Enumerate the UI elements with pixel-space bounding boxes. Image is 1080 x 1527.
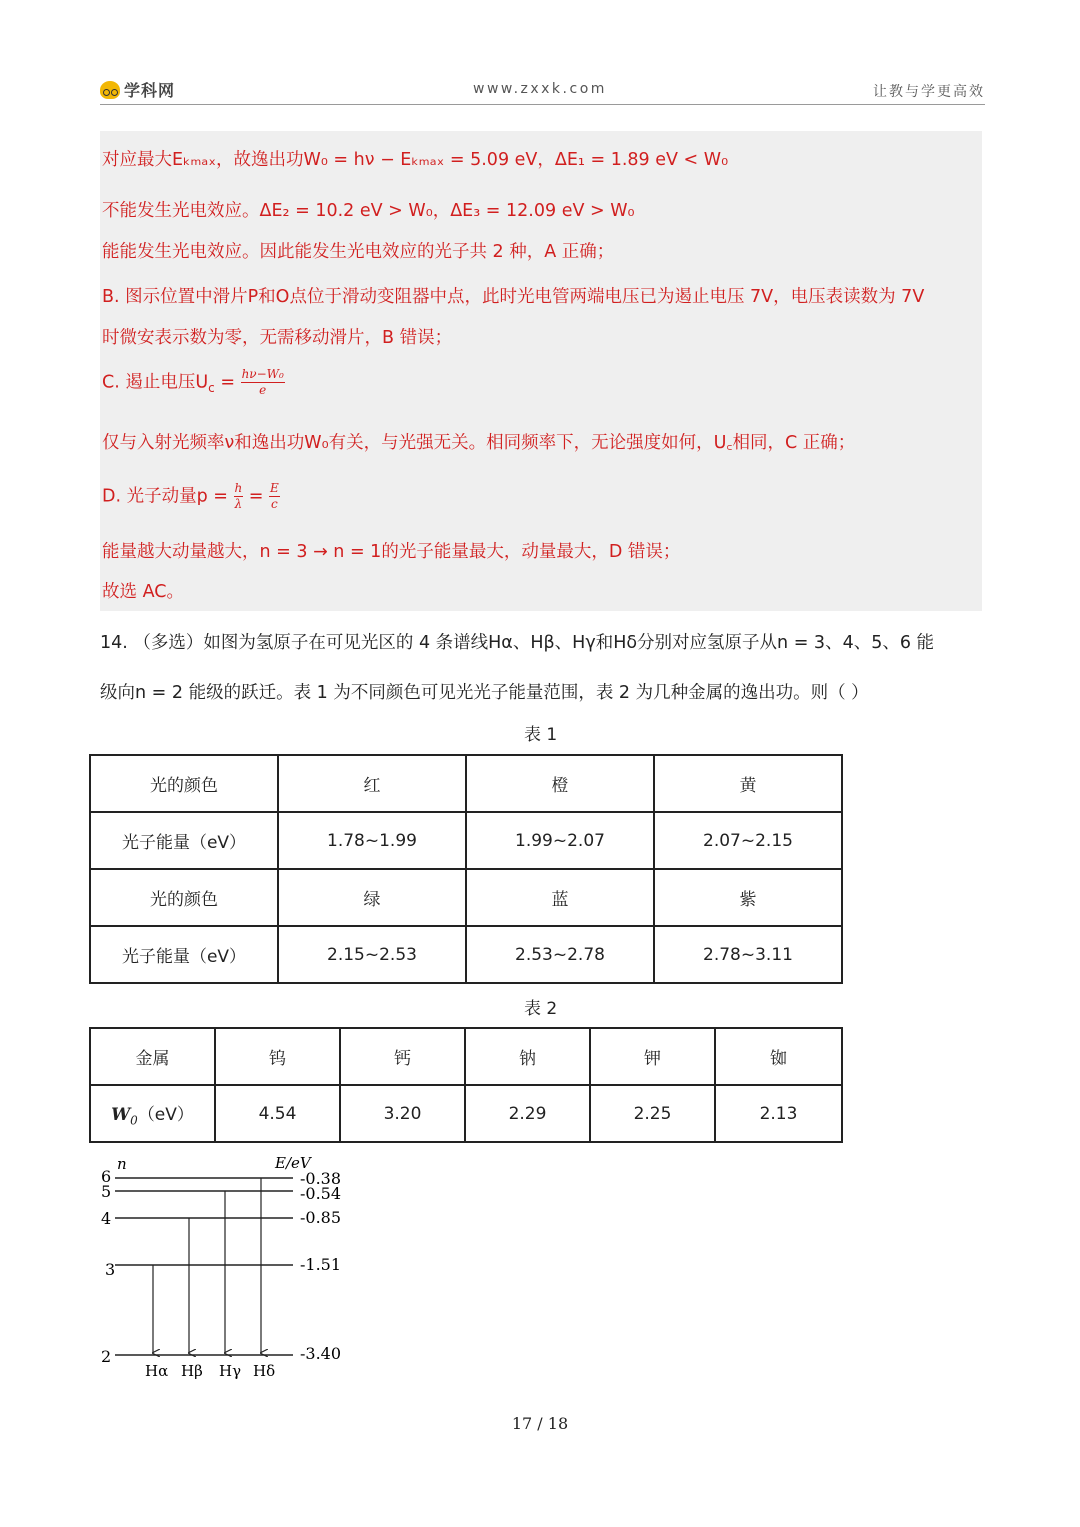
energy-level-diagram	[95, 1152, 355, 1392]
momentum-fraction-2	[269, 481, 280, 512]
table-row	[90, 1028, 842, 1085]
level-energy-label: -0.38	[300, 1169, 342, 1188]
spectral-line-label: Hα	[145, 1362, 169, 1380]
table-cell: 光子能量（eV）	[90, 926, 278, 983]
answer-line-1: 对应最大Eₖₘₐₓ，故逸出功W₀ = hν − Eₖₘₐₓ = 5.09 eV，ΔE₁ = 1.89 eV < W₀	[102, 150, 729, 170]
work-function-sub: 0	[130, 1113, 138, 1128]
table-row	[90, 755, 842, 812]
table-cell: 绿	[278, 869, 466, 926]
site-url: www.zxxk.com	[473, 81, 607, 97]
table-row	[90, 812, 842, 869]
table-cell: 2.29	[465, 1085, 590, 1142]
table-1-caption: 表 1	[524, 725, 558, 745]
level-energy-label: -0.85	[300, 1208, 342, 1227]
table-cell: 4.54	[215, 1085, 340, 1142]
option-c-sub: c	[208, 381, 215, 395]
answer-line-3: 能能发生光电效应。因此能发生光电效应的光子共 2 种，A 正确；	[102, 242, 615, 262]
option-d-prefix: D. 光子动量p =	[102, 486, 234, 507]
level-energy-label: -0.54	[300, 1184, 342, 1203]
level-n-label: 6	[101, 1167, 112, 1186]
table-cell: 2.13	[715, 1085, 842, 1142]
table-cell: 黄	[654, 755, 842, 812]
spectral-line-label: Hγ	[219, 1362, 242, 1380]
fraction-denominator: e	[259, 383, 267, 397]
option-d-mid: =	[243, 486, 270, 507]
table-cell: 橙	[466, 755, 654, 812]
spectral-line-label: Hδ	[253, 1362, 276, 1380]
table-cell: 钾	[590, 1028, 715, 1085]
page-number: 17 / 18	[511, 1414, 569, 1433]
level-n-label: 3	[105, 1260, 116, 1279]
table-cell: 2.78~3.11	[654, 926, 842, 983]
table-2-caption: 表 2	[524, 999, 558, 1019]
logo	[100, 78, 175, 101]
level-energy-label: -1.51	[300, 1255, 342, 1274]
option-c-eq: =	[214, 372, 241, 393]
table-cell: 红	[278, 755, 466, 812]
table-cell: 钙	[340, 1028, 465, 1085]
table-cell: 蓝	[466, 869, 654, 926]
table-row	[90, 1085, 842, 1142]
table-cell: 2.25	[590, 1085, 715, 1142]
work-function-symbol: W	[111, 1104, 131, 1125]
table-cell: 紫	[654, 869, 842, 926]
spectral-line-label: Hβ	[181, 1362, 203, 1380]
fraction-denominator: c	[271, 497, 278, 511]
answer-line-10: 故选 AC。	[102, 582, 184, 602]
answer-explanation	[100, 131, 982, 611]
answer-line-6	[102, 367, 285, 398]
table-cell: 钠	[465, 1028, 590, 1085]
table-1	[89, 754, 843, 984]
table-cell: 钨	[215, 1028, 340, 1085]
answer-line-5: 时微安表示数为零，无需移动滑片，B 错误；	[102, 328, 453, 348]
table-cell: 2.15~2.53	[278, 926, 466, 983]
owl-logo-icon	[100, 81, 120, 99]
answer-line-2: 不能发生光电效应。ΔE₂ = 10.2 eV > W₀，ΔE₃ = 12.09 eV > W₀	[102, 201, 635, 221]
fraction-numerator: h	[234, 481, 243, 495]
table-cell: 3.20	[340, 1085, 465, 1142]
page-header	[100, 72, 985, 105]
answer-line-4: B. 图示位置中滑片P和O点位于滑动变阻器中点，此时光电管两端电压已为遏止电压 7V，电压表读数为 7V	[102, 287, 925, 307]
level-n-label: 2	[101, 1347, 112, 1366]
fraction-numerator: E	[270, 481, 279, 495]
momentum-fraction-1	[234, 481, 244, 512]
table-cell: 1.99~2.07	[466, 812, 654, 869]
answer-line-9: 能量越大动量越大，n = 3 → n = 1的光子能量最大，动量最大，D 错误；	[102, 542, 681, 562]
n-axis-label: n	[117, 1155, 127, 1173]
table-cell: 2.07~2.15	[654, 812, 842, 869]
table-cell	[90, 1085, 215, 1142]
table-cell: 光子能量（eV）	[90, 812, 278, 869]
level-energy-label: -3.40	[300, 1344, 342, 1363]
logo-text: 学科网	[124, 81, 176, 100]
option-c-prefix: C. 遏止电压U	[102, 372, 209, 393]
level-n-label: 4	[101, 1209, 112, 1228]
stopping-voltage-fraction	[241, 367, 285, 398]
table-row	[90, 926, 842, 983]
table-2	[89, 1027, 843, 1143]
table-row	[90, 869, 842, 926]
answer-line-8	[102, 481, 280, 512]
table-cell: 光的颜色	[90, 869, 278, 926]
question-14-line-1: 14. （多选）如图为氢原子在可见光区的 4 条谱线Hα、Hβ、Hγ和Hδ分别对应氢原子从n = 3、4、5、6 能	[100, 633, 935, 653]
level-n-label: 5	[101, 1182, 112, 1201]
energy-axis-label: E/eV	[275, 1154, 311, 1172]
work-function-unit: （eV）	[137, 1104, 194, 1125]
table-cell: 金属	[90, 1028, 215, 1085]
table-cell: 铷	[715, 1028, 842, 1085]
table-cell: 光的颜色	[90, 755, 278, 812]
table-cell: 1.78~1.99	[278, 812, 466, 869]
fraction-denominator: λ	[234, 497, 243, 511]
table-cell: 2.53~2.78	[466, 926, 654, 983]
question-14-line-2: 级向n = 2 能级的跃迁。表 1 为不同颜色可见光光子能量范围，表 2 为几种金属的逸出功。则（ ）	[100, 683, 869, 703]
slogan: 让教与学更高效	[873, 84, 985, 100]
fraction-numerator: hν−W₀	[241, 367, 284, 381]
answer-line-7: 仅与入射光频率ν和逸出功W₀有关，与光强无关。相同频率下，无论强度如何，U꜀相同，C 正确；	[102, 433, 856, 453]
